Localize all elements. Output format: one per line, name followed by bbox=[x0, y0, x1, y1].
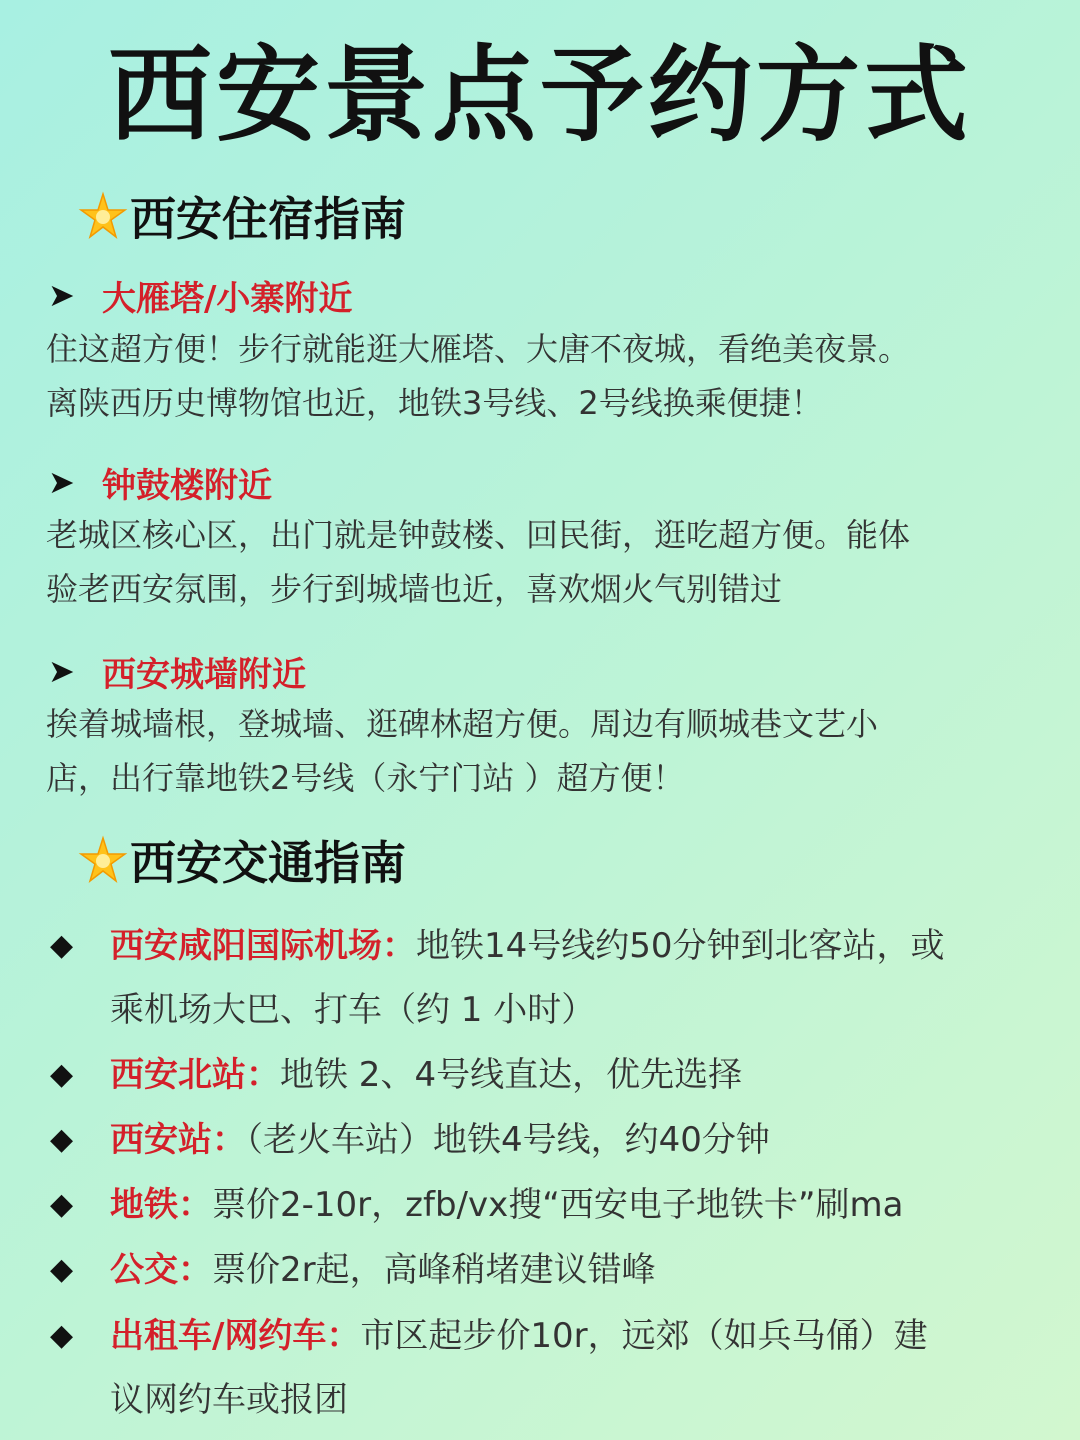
area-body-line: 店，出行靠地铁2号线（永宁门站 ）超方便！ bbox=[46, 759, 685, 797]
transport-desc: 票价2-10r，zfb/vx搜“西安电子地铁卡”刷ma bbox=[212, 1185, 904, 1225]
arrow-bullet-icon: ➤ bbox=[48, 652, 75, 690]
area-heading-city-wall bbox=[48, 648, 306, 694]
diamond-bullet-icon: ◆ bbox=[50, 1252, 74, 1287]
transport-text bbox=[110, 1108, 1030, 1172]
transport-label: 出租车/网约车： bbox=[110, 1316, 361, 1356]
area-body-line: 住这超方便！步行就能逛大雁塔、大唐不夜城，看绝美夜景。 bbox=[46, 330, 911, 368]
transport-text bbox=[110, 1043, 1030, 1107]
area-heading-dayanta bbox=[48, 272, 352, 318]
transport-label: 西安站： bbox=[110, 1120, 246, 1160]
section-title-text: 西安住宿指南 bbox=[130, 192, 406, 246]
area-body-zhongulou bbox=[46, 508, 1046, 616]
diamond-bullet-icon: ◆ bbox=[50, 928, 74, 963]
area-heading-text: 钟鼓楼附近 bbox=[102, 465, 272, 506]
diamond-bullet-icon: ◆ bbox=[50, 1318, 74, 1353]
page-title: 西安景点予约方式 bbox=[107, 34, 972, 156]
section-title-accommodation bbox=[78, 186, 406, 246]
diamond-bullet-icon: ◆ bbox=[50, 1122, 74, 1157]
section-title-transport bbox=[78, 830, 406, 890]
diamond-bullet-icon: ◆ bbox=[50, 1057, 74, 1092]
transport-desc-line2: 议网约车或报团 bbox=[110, 1380, 348, 1420]
transport-text bbox=[110, 1304, 1030, 1432]
transport-label: 地铁： bbox=[110, 1185, 212, 1225]
transport-desc: （老火车站）地铁4号线，约40分钟 bbox=[246, 1120, 770, 1160]
area-heading-zhongulou bbox=[48, 459, 272, 505]
area-body-city-wall bbox=[46, 697, 1046, 805]
transport-label: 西安咸阳国际机场： bbox=[110, 926, 416, 966]
area-body-line: 老城区核心区，出门就是钟鼓楼、回民街，逛吃超方便。能体 bbox=[46, 516, 911, 554]
transport-desc: 票价2r起，高峰稍堵建议错峰 bbox=[212, 1250, 656, 1290]
transport-desc-line2: 乘机场大巴、打车（约 1 小时） bbox=[110, 990, 596, 1030]
arrow-bullet-icon: ➤ bbox=[48, 463, 75, 501]
transport-text bbox=[110, 1173, 1030, 1237]
area-heading-text: 大雁塔/小寨附近 bbox=[102, 278, 353, 319]
transport-text bbox=[110, 1238, 1030, 1302]
area-body-line: 挨着城墙根，登城墙、逛碑林超方便。周边有顺城巷文艺小 bbox=[46, 705, 879, 743]
section-title-text: 西安交通指南 bbox=[130, 836, 406, 890]
transport-text bbox=[110, 914, 1030, 1042]
glowing-star-icon bbox=[78, 191, 128, 241]
glowing-star-icon bbox=[78, 835, 128, 885]
area-body-dayanta bbox=[46, 322, 1046, 430]
area-body-line: 离陕西历史博物馆也近，地铁3号线、2号线换乘便捷！ bbox=[46, 384, 823, 422]
arrow-bullet-icon: ➤ bbox=[48, 276, 75, 314]
area-body-line: 验老西安氛围，步行到城墙也近，喜欢烟火气别错过 bbox=[46, 570, 783, 608]
transport-desc: 地铁14号线约50分钟到北客站，或 bbox=[416, 926, 945, 966]
diamond-bullet-icon: ◆ bbox=[50, 1187, 74, 1222]
area-heading-text: 西安城墙附近 bbox=[102, 654, 306, 695]
transport-desc: 市区起步价10r，远郊（如兵马俑）建 bbox=[360, 1316, 928, 1356]
transport-label: 西安北站： bbox=[110, 1055, 280, 1095]
transport-label: 公交： bbox=[110, 1250, 212, 1290]
transport-desc: 地铁 2、4号线直达，优先选择 bbox=[280, 1055, 743, 1095]
